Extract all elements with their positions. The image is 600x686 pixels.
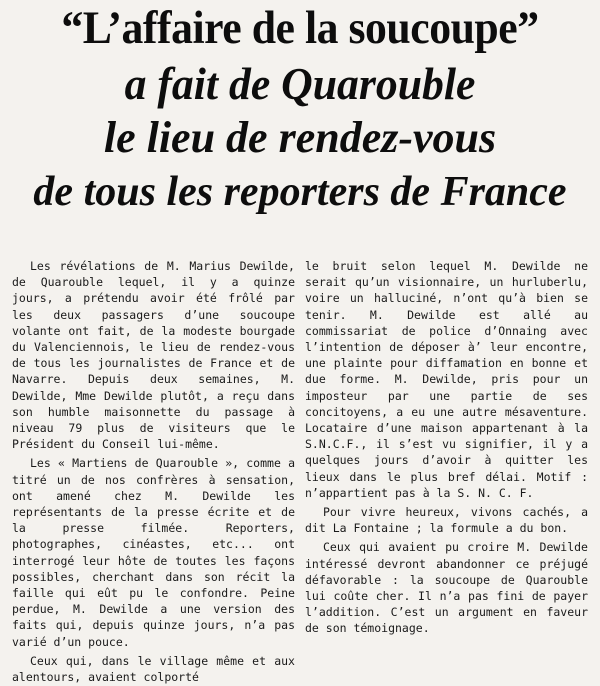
article-body [12,258,588,684]
article-paragraph: Ceux qui avaient pu croire M. Dewilde intéressé devront abandonner ce préjugé défavorable : la soucoupe de Quarouble lui coûte cher. Il n’a pas fini de payer l’addition. C’est un argument en faveur de son témoignage. [305,540,588,636]
article-paragraph: le bruit selon lequel M. Dewilde ne serait qu’un visionnaire, un hurluberlu, voire un halluciné, n’ont qu’à bien se tenir. M. Dewilde est allé au commissariat de police d’Onnaing avec l’intention de déposer à’ leur encontre, une plainte pour diffamation en bonne et due forme. M. Dewilde, pris pour un imposteur par une partie de ses concitoyens, a eu une autre mésaventure. Locataire d’une maison appartenant à la S.N.C.F., il s’est vu signifier, il y a quelques jours d’avoir à quitter les lieux dans le plus bref délai. Motif : n’appartient pas à la S. N. C. F. [305,259,588,500]
headline-line-2: a fait de Quarouble [124,58,476,109]
article-paragraph: Pour vivre heureux, vivons cachés, a dit La Fontaine ; la formule a du bon. [305,505,588,536]
article-paragraph: Ceux qui, dans le village même et aux alentours, avaient colporté [12,653,295,684]
article-column-left [12,258,295,684]
headline-line-3: le lieu de rendez-vous [103,113,497,162]
headline [0,2,600,218]
article-paragraph: Les « Martiens de Quarouble », comme a titré un de nos confrères à sensation, ont amené chez M. Dewilde les représentants de la presse écrite et de la presse filmée. Reporters, photographes, cinéastes, etc... ont interrogé leur hôte de toutes les façons possibles, cherchant dans son récit la faille qui eût pu le confondre. Peine perdue, M. Dewilde a une version des faits qui, depuis quinze jours, n’a pas varié d’un pouce. [12,456,295,649]
headline-line-4: de tous les reporters de France [33,169,567,215]
headline-line-1: “L’affaire de la soucoupe” [61,2,539,54]
article-column-right [305,258,588,684]
article-paragraph: Les révélations de M. Marius Dewilde, de Quarouble lequel, il y a quinze jours, a prétendu avoir été frôlé par les deux passagers d’une soucoupe volante ont fait, de la modeste bourgade du Valenciennois, le lieu de rendez-vous de tous les journalistes de France et de Navarre. Depuis deux semaines, M. Dewilde, Mme Dewilde plutôt, a reçu dans son humble maisonnette du passage à niveau 79 plus de visiteurs que le Président du Conseil lui-même. [12,259,295,452]
